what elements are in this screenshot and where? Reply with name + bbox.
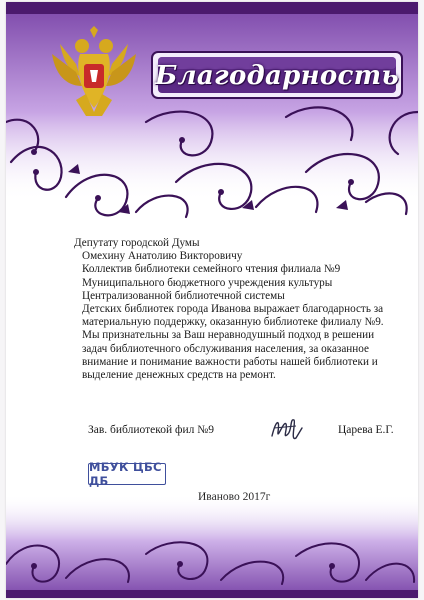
body-line: Муниципального бюджетного учреждения культуры [82, 276, 333, 289]
certificate-body [70, 237, 410, 382]
body-line: Омехину Анатолию Викторовичу [82, 250, 243, 263]
body-line: Депутату городской Думы [74, 237, 200, 249]
certificate-page [6, 2, 418, 598]
signer-name: Царева Е.Г. [338, 424, 394, 436]
double-headed-eagle-icon [46, 24, 142, 120]
handwritten-signature-icon [266, 414, 306, 446]
body-line: материальную поддержку, оказанную библиотеке филиалу №9. [82, 316, 384, 329]
organization-stamp: МБУК ЦБС ДБ [88, 463, 166, 485]
body-line: Коллектив библиотеки семейного чтения филиала №9 [82, 263, 341, 276]
body-line: Детских библиотек города Иванова выражает благодарность за [82, 303, 384, 316]
body-line: внимание и понимание важности работы нашей библиотеки и [82, 355, 378, 368]
bottom-ornament-icon [6, 494, 418, 598]
body-line: Централизованной библиотечной системы [82, 289, 285, 302]
body-line: задач библиотечного обслуживания населения, за оказанное [82, 342, 369, 355]
body-line: Мы признательны за Ваш неравнодушный подход в решении [82, 329, 375, 342]
body-line: выделение денежных средств на ремонт. [82, 369, 276, 382]
certificate-title: Благодарность [155, 61, 399, 91]
signer-position: Зав. библиотекой фил №9 [88, 424, 214, 436]
signature-row [70, 424, 410, 440]
